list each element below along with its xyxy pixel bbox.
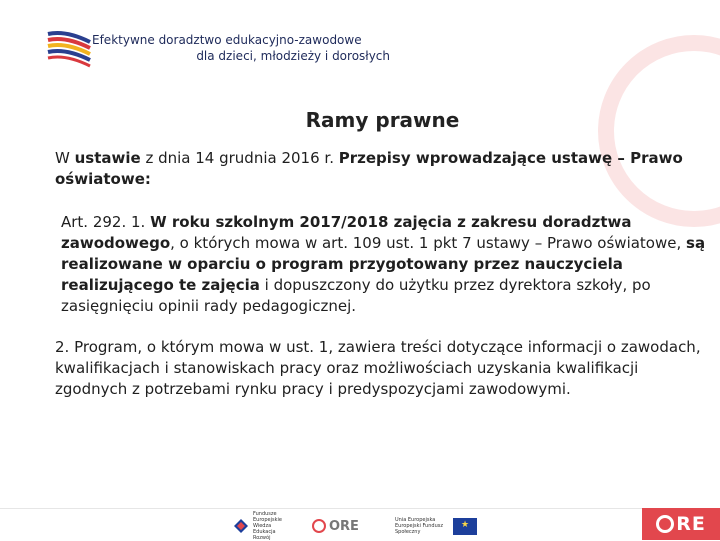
eu-flag-icon <box>453 518 477 535</box>
paragraph-program: 2. Program, o którym mowa w ust. 1, zawiera treści dotyczące informacji o zawodach, kwalifikacjach i stanowiskach pracy oraz możliwościach uzyskania kwalifikacji zgodnych z potrzebami rynku pracy i predyspozycjami zawodowymi. <box>55 338 701 398</box>
ore-ring-icon <box>312 519 326 533</box>
fundusze-europejskie-logo <box>232 511 293 541</box>
ore-badge-ring-icon <box>656 515 674 533</box>
paragraph-article <box>55 212 710 317</box>
ore-mini-logo <box>312 515 359 537</box>
p1-text-3: z dnia 14 grudnia 2016 r. <box>140 149 339 167</box>
header-title-line1: Efektywne doradztwo edukacyjno-zawodowe <box>92 33 362 47</box>
ore-mini-text: ORE <box>329 518 359 534</box>
ore-badge <box>642 508 720 540</box>
p2-text-4: są realizowane w oparciu o program przygotowany przez nauczyciela realizującego te zajęcia <box>61 234 706 294</box>
p2-text-5: i dopuszczony do użytku przez dyrektora szkoły, po zasięgnięciu opinii rady pedagogicznej. <box>61 276 651 315</box>
p1-text-1: W <box>55 149 75 167</box>
eu-logo <box>395 515 477 537</box>
p1-text-4: Przepisy wprowadzające ustawę – Prawo oświatowe: <box>55 149 683 188</box>
p2-text-1: Art. 292. 1. <box>61 213 151 231</box>
fe-star-icon <box>232 517 250 535</box>
slide-title: Ramy prawne <box>305 108 460 132</box>
ue-text: Unia Europejska Europejski Fundusz Społeczny <box>395 517 443 535</box>
p1-text-2: ustawie <box>74 149 141 167</box>
paragraph-act <box>55 148 710 190</box>
fe-text: Fundusze Europejskie Wiedza Edukacja Rozwój <box>253 511 282 541</box>
header-title <box>70 32 390 64</box>
p2-text-2: W roku szkolnym 2017/2018 zajęcia z zakresu doradztwa zawodowego <box>61 213 632 252</box>
p2-text-3: , o których mowa w art. 109 ust. 1 pkt 7 ustawy – Prawo oświatowe, <box>170 234 687 252</box>
footer-divider <box>0 508 720 509</box>
ore-badge-text: RE <box>676 513 706 535</box>
header-title-line2: dla dzieci, młodzieży i dorosłych <box>196 49 390 63</box>
